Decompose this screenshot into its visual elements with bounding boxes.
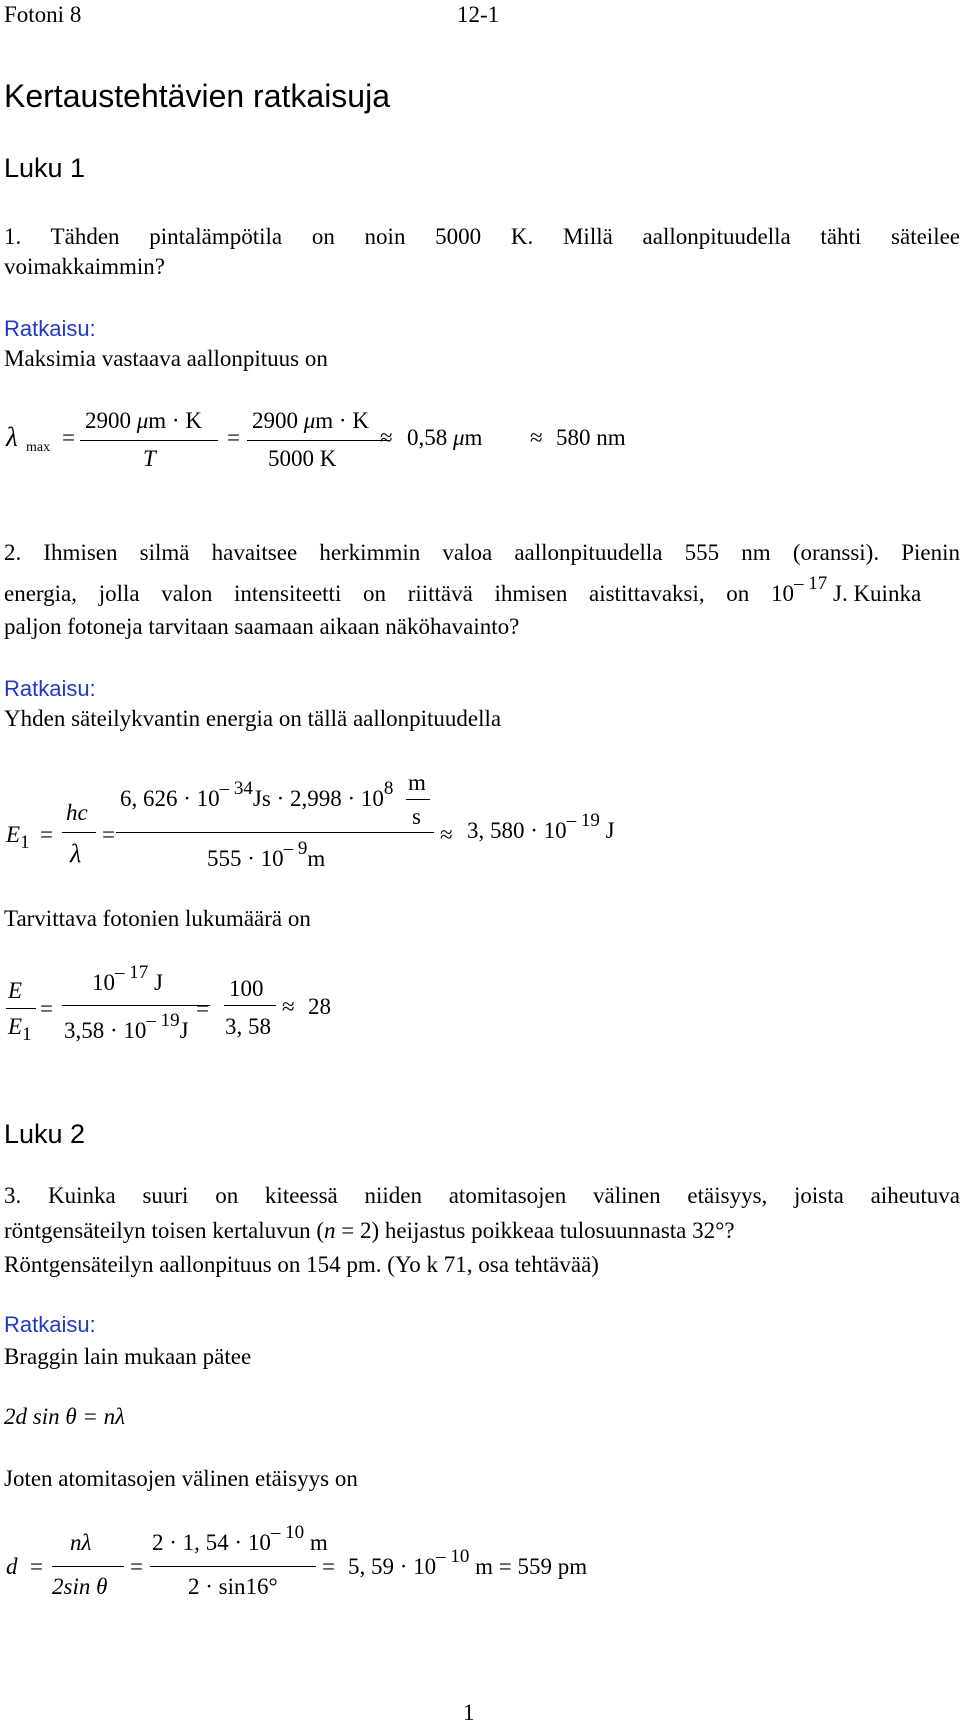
equals-sign: = [62,425,75,450]
solution-1-intro: Maksimia vastaava aallonpituus on [4,346,328,371]
equals-sign: = [322,1554,335,1579]
result-nanometres: 580 nm [556,425,626,450]
spacing-fraction-2-bar [150,1566,316,1567]
equals-sign: = [102,822,115,847]
unit-s: s [412,804,421,829]
header-left: Fotoni 8 [4,2,82,27]
question-2-line3: paljon fotoneja tarvitaan saamaan aikaan näköhavainto? [4,614,520,639]
question-3-line3: Röntgensäteilyn aallonpituus on 154 pm. (Yo k 71, osa tehtävää) [4,1252,599,1277]
question-2-line2: energia, jolla valon intensiteetti on riittävä ihmisen aistittavaksi, on $10^{- 17}$ J. Kuinka [4,573,922,606]
spacing-fraction-1-bar [52,1566,124,1567]
d-symbol: d [6,1554,18,1579]
question-3-line1: 3. Kuinka suuri on kiteessä niiden atomitasojen välinen etäisyys, joista aiheutuva [4,1183,960,1208]
result-micrometres: 0,58 μm [407,425,483,450]
lambda-symbol: λ [6,422,18,452]
equals-sign: = [130,1554,143,1579]
spacing-result: 5, $59 \cdot 10^{- 10}$ m = 559 pm [348,1546,588,1579]
unit-m: m [408,770,426,795]
approx-sign: ≈ [282,994,295,1019]
approx-sign: ≈ [440,822,453,847]
solution-2-count-intro: Tarvittava fotonien lukumäärä on [4,906,311,931]
question-2-line1: 2. Ihmisen silmä havaitsee herkimmin valoa aallonpituudella 555 nm (oranssi). Pienin [4,540,960,565]
spacing-fraction-1-numerator: nλ [70,1530,92,1555]
question-1-line2: voimakkaimmin? [4,254,165,279]
count-fraction-numerator: $10^{- 17}$ J [92,962,163,995]
count-fraction-bar [6,1008,36,1009]
solution-2-intro: Yhden säteilykvantin energia on tällä aallonpituudella [4,706,502,731]
header-right: 12-1 [457,2,500,27]
fraction-2-denominator: 5000 K [268,446,337,471]
approx-sign: ≈ [380,425,393,450]
solution-label-3: Ratkaisu: [4,1312,96,1337]
spacing-fraction-2-numerator: 2 · 1, $54 \cdot 10^{- 10}$ m [152,1522,328,1555]
count-numerator-E: E [8,978,23,1003]
lambda-denominator: λ [70,839,82,868]
count-denominator-E1: $E_1$ [8,1014,32,1045]
equals-sign: = [196,996,209,1021]
hc-numerator: hc [66,800,88,825]
fraction-2-numerator: 2900 μm · K [252,408,369,433]
question-1-line1: 1. Tähden pintalämpötila on noin 5000 K. Millä aallonpituudella tähti säteilee [4,224,960,249]
section-heading-luku2: Luku 2 [4,1119,86,1149]
question-3-line2: röntgensäteilyn toisen kertaluvun (n = 2) heijastus poikkeaa tulosuunnasta 32°? [4,1218,735,1243]
solution-label-2: Ratkaisu: [4,676,96,701]
solution-3-distance-intro: Joten atomitasojen välinen etäisyys on [4,1466,358,1491]
count-simple-denominator: 3, 58 [225,1014,271,1039]
hc-fraction-bar [62,832,96,833]
bragg-law-equation: 2d sin θ = nλ [4,1404,126,1429]
energy-numerator: 6, $626 \cdot 10^{- 34}Js \cdot 2,998 \cdot 10^8$ [120,778,394,811]
equals-sign: = [40,996,53,1021]
energy-denominator: $555 \cdot 10^{- 9}m$ [207,838,326,871]
fraction-1-denominator: T [143,446,156,471]
equals-sign: = [227,425,240,450]
fraction-2-bar [247,440,389,441]
section-heading-luku1: Luku 1 [4,153,86,183]
fraction-1-numerator: 2900 μm · K [85,408,202,433]
equals-sign: = [30,1554,43,1579]
count-result: 28 [308,994,331,1019]
page-title: Kertaustehtävien ratkaisuja [4,78,390,114]
energy-result: 3, $580 \cdot 10^{- 19}$ J [467,810,615,843]
approx-sign: ≈ [530,425,543,450]
spacing-fraction-1-denominator: 2sin θ [52,1574,108,1599]
fraction-1-bar [80,440,218,441]
solution-label-1: Ratkaisu: [4,316,96,341]
count-fraction-denominator: $3,58 \cdot 10^{- 19}J$ [64,1010,189,1043]
spacing-fraction-2-denominator: 2 · sin16° [188,1574,278,1599]
lambda-subscript: max [26,440,51,455]
unit-m-per-s-bar [406,799,430,800]
equals-sign: = [40,822,53,847]
energy-symbol: $E_1$ [6,822,30,853]
count-fraction-bar [62,1005,210,1006]
count-simple-numerator: 100 [229,976,264,1001]
energy-fraction-bar [116,832,434,833]
page-number: 1 [463,1700,475,1725]
count-simple-bar [224,1005,276,1006]
solution-3-intro: Braggin lain mukaan pätee [4,1344,252,1369]
